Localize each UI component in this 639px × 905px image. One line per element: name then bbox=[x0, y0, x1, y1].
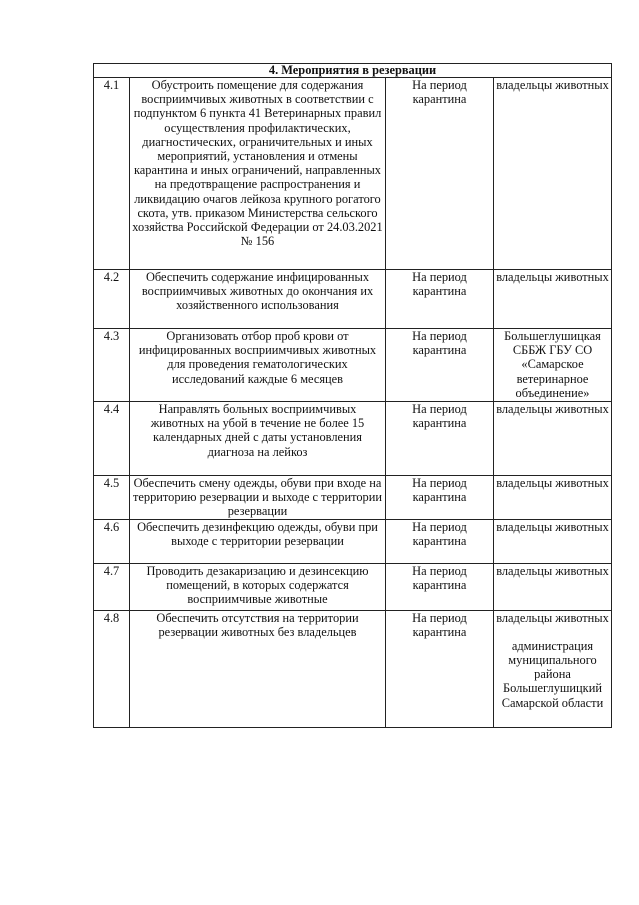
table-row bbox=[94, 610, 612, 727]
term-text: На период карантина bbox=[386, 78, 494, 270]
responsible-text: владельцы животных bbox=[494, 270, 612, 329]
action-text: Проводить дезакаризацию и дезинсекцию помещений, в которых содержатся восприимчивые животные bbox=[130, 563, 386, 610]
responsible-text: владельцы животных bbox=[494, 476, 612, 520]
responsible-extra-text: администрация муниципального района Большеглушицкий Самарской области bbox=[501, 638, 604, 710]
row-number: 4.8 bbox=[94, 610, 130, 727]
table-row bbox=[94, 563, 612, 610]
section-title: 4. Мероприятия в резервации bbox=[94, 64, 612, 78]
term-text: На период карантина bbox=[386, 402, 494, 476]
action-text: Обеспечить содержание инфицированных восприимчивых животных до окончания их хозяйственного использования bbox=[130, 270, 386, 329]
measures-table bbox=[93, 63, 612, 728]
action-text: Обеспечить отсутствия на территории резервации животных без владельцев bbox=[130, 610, 386, 727]
responsible-text: владельцы животных bbox=[494, 402, 612, 476]
term-text: На период карантина bbox=[386, 270, 494, 329]
action-text: Обеспечить смену одежды, обуви при входе на территорию резервации и выходе с территории резервации bbox=[130, 476, 386, 520]
responsible-text: владельцы животных bbox=[494, 563, 612, 610]
responsible-text: владельцы животных bbox=[494, 78, 612, 270]
table-row bbox=[94, 329, 612, 402]
row-number: 4.2 bbox=[94, 270, 130, 329]
responsible-text: Большеглушицкая СББЖ ГБУ СО «Самарское ветеринарное объединение» bbox=[494, 329, 612, 402]
table-row bbox=[94, 270, 612, 329]
action-text: Направлять больных восприимчивых животных на убой в течение не более 15 календарных дней с даты установления диагноза на лейкоз bbox=[130, 402, 386, 476]
row-number: 4.3 bbox=[94, 329, 130, 402]
table-row bbox=[94, 78, 612, 270]
term-text: На период карантина bbox=[386, 519, 494, 563]
table-row bbox=[94, 402, 612, 476]
row-number: 4.6 bbox=[94, 519, 130, 563]
table-row bbox=[94, 519, 612, 563]
term-text: На период карантина bbox=[386, 476, 494, 520]
row-number: 4.7 bbox=[94, 563, 130, 610]
responsible-text: владельцы животных bbox=[494, 519, 612, 563]
section-header-row bbox=[94, 64, 612, 78]
term-text: На период карантина bbox=[386, 610, 494, 727]
row-number: 4.1 bbox=[94, 78, 130, 270]
row-number: 4.4 bbox=[94, 402, 130, 476]
responsible-cell bbox=[494, 610, 612, 727]
term-text: На период карантина bbox=[386, 329, 494, 402]
term-text: На период карантина bbox=[386, 563, 494, 610]
responsible-text: владельцы животных bbox=[496, 610, 609, 625]
action-text: Организовать отбор проб крови от инфицированных восприимчивых животных для проведения гематологических исследований каждые 6 месяцев bbox=[130, 329, 386, 402]
table-row bbox=[94, 476, 612, 520]
action-text: Обустроить помещение для содержания восприимчивых животных в соответствии с подпунктом 6 пункта 41 Ветеринарных правил осуществления профилактических, диагностических, ограничительных и иных мероприятий, установления и отмены карантина и иных ограничений, направленных на предотвращение распространения и ликвидацию очагов лейкоза крупного рогатого скота, утв. приказом Министерства сельского хозяйства Российской Федерации от 24.03.2021 № 156 bbox=[130, 78, 386, 270]
row-number: 4.5 bbox=[94, 476, 130, 520]
action-text: Обеспечить дезинфекцию одежды, обуви при выходе с территории резервации bbox=[130, 519, 386, 563]
